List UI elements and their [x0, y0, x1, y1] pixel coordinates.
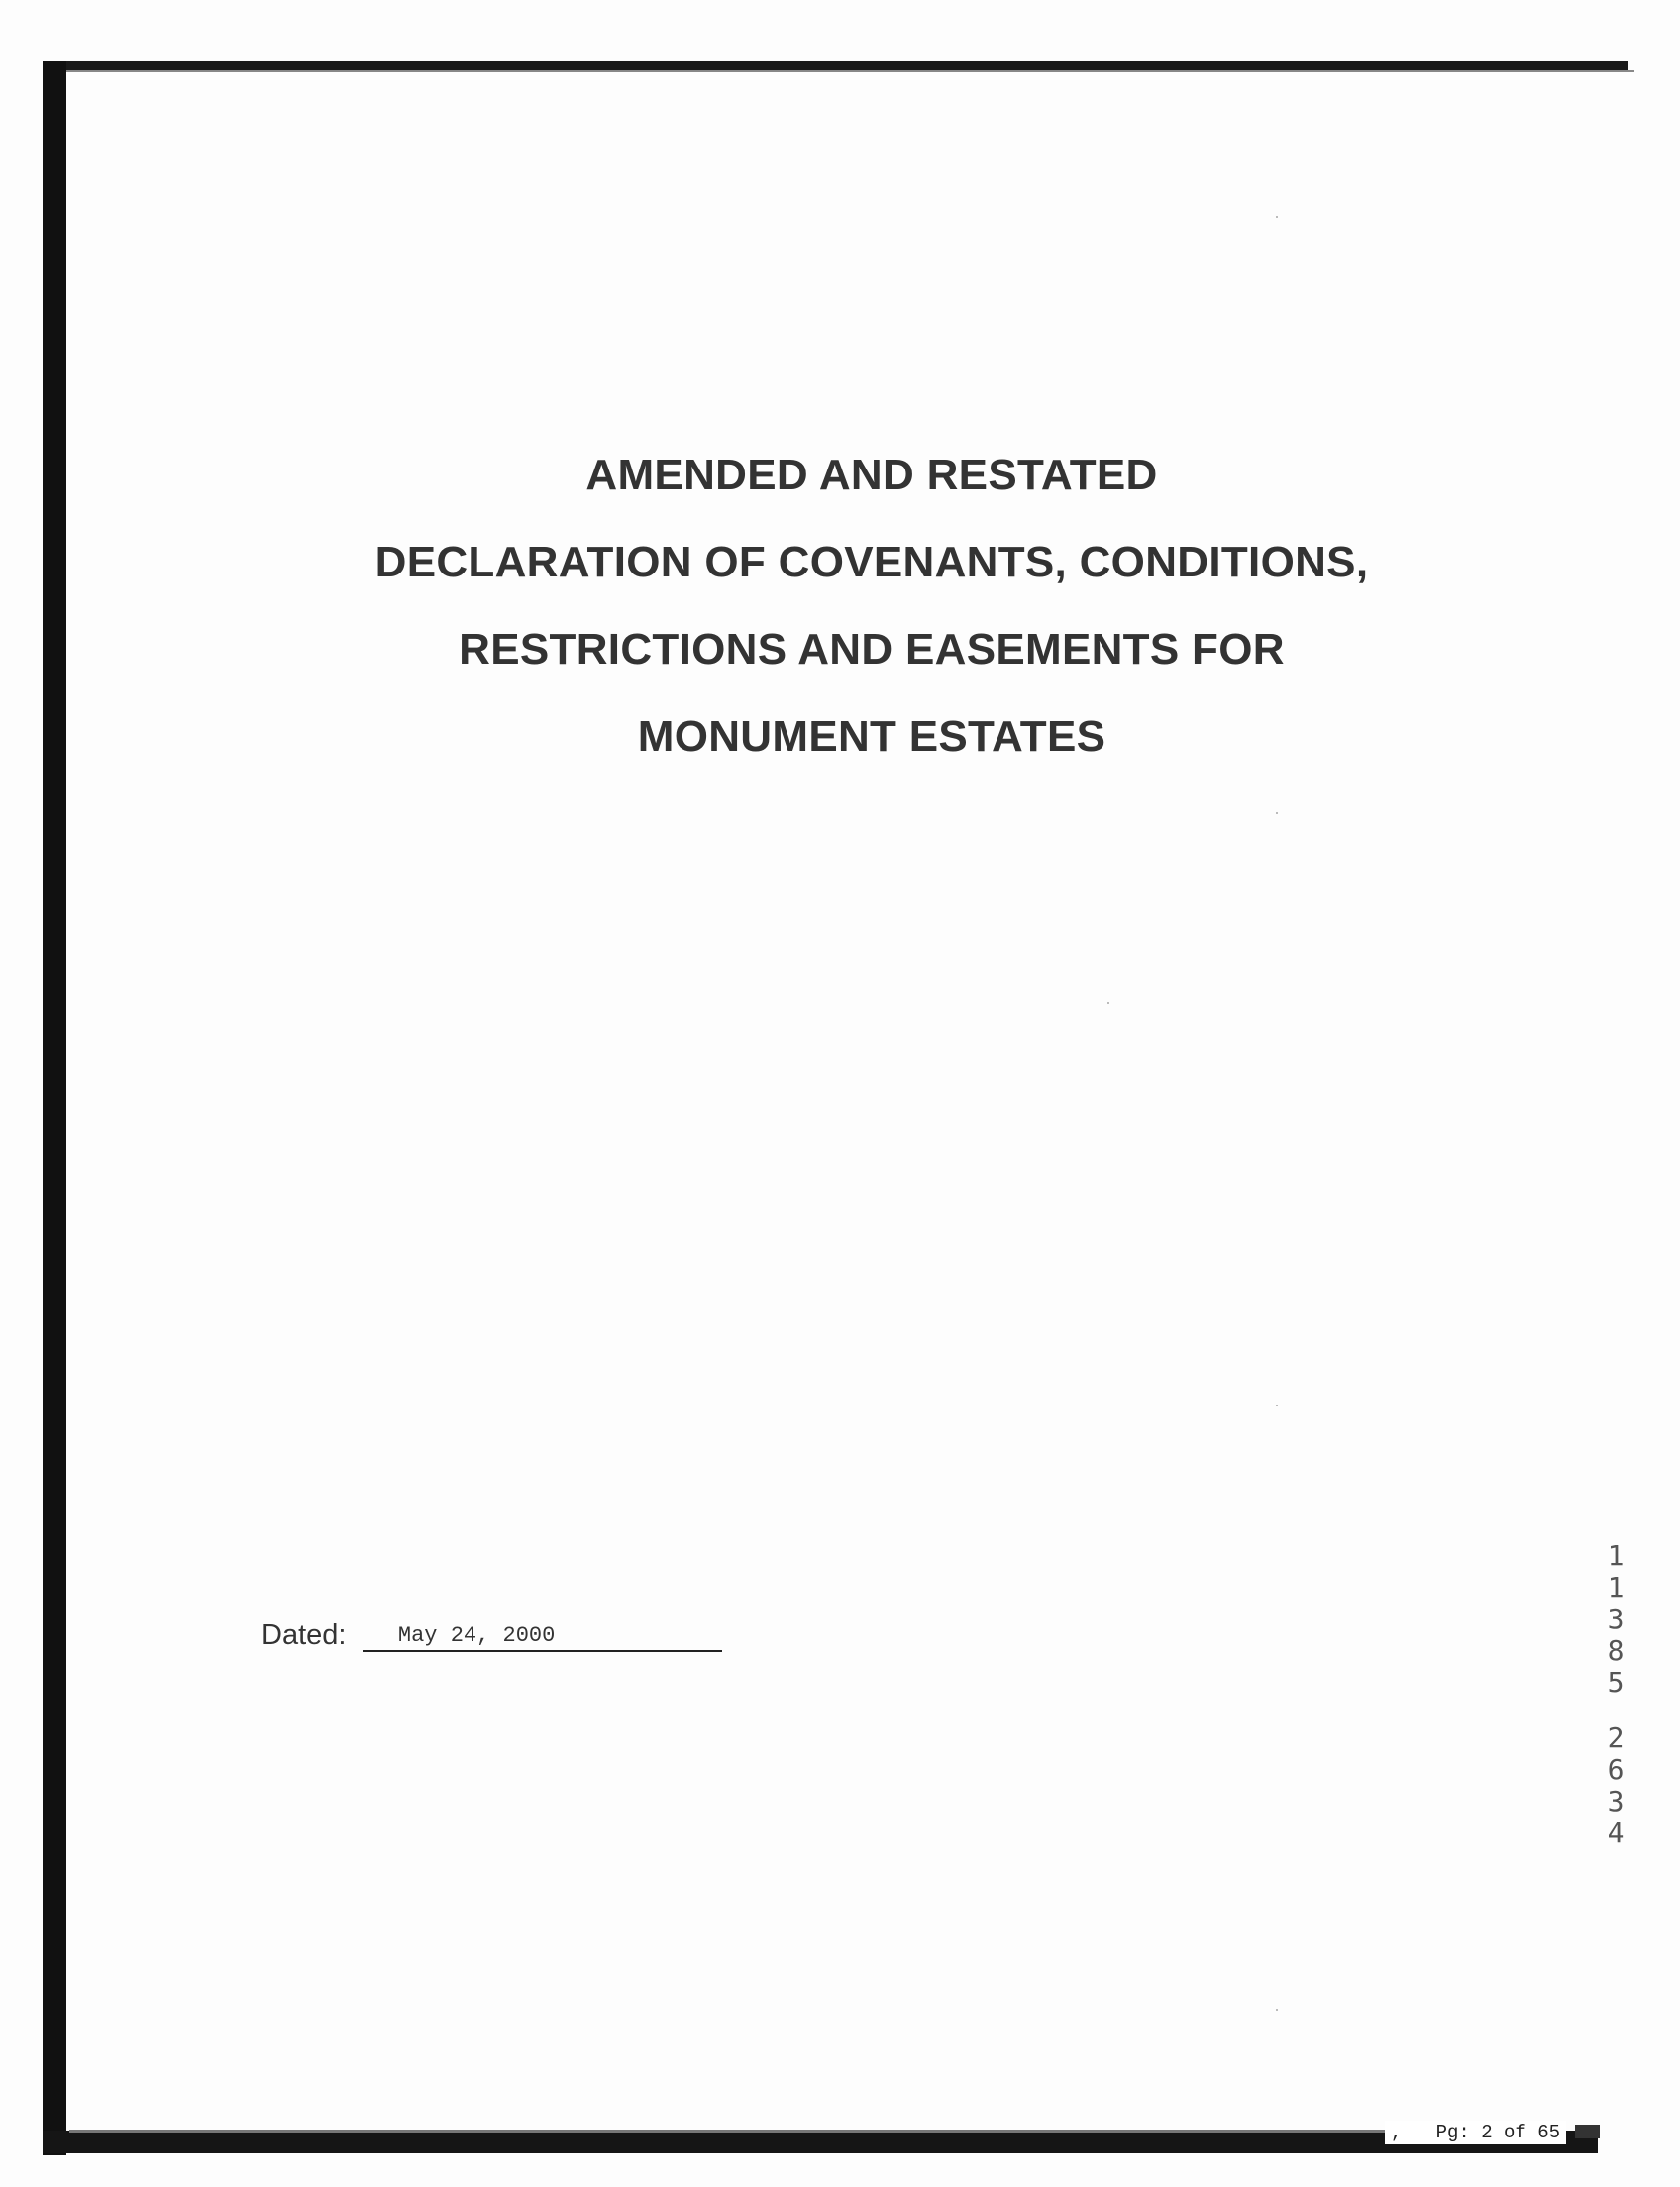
scan-border-top-shadow	[59, 70, 1634, 72]
stamp-digit: 8	[1607, 1634, 1625, 1667]
dated-underline	[363, 1614, 722, 1652]
stamp-digit: 1	[1607, 1539, 1625, 1572]
scan-border-bottom-shadow	[69, 2130, 1387, 2133]
stamp-digit: 1	[1607, 1571, 1625, 1604]
stamp-digit: 6	[1607, 1753, 1625, 1786]
scan-speck	[1276, 812, 1278, 814]
scan-border-bottom	[43, 2131, 1598, 2153]
stamp-digit: 3	[1607, 1785, 1625, 1818]
stamp-digit: 5	[1607, 1666, 1625, 1699]
scan-border-left	[43, 61, 66, 2155]
reception-number-stamp	[1601, 1540, 1630, 1849]
stamp-digit: 3	[1607, 1603, 1625, 1635]
scan-border-bottom-tail	[1575, 2125, 1600, 2138]
scan-speck	[1276, 216, 1278, 218]
page-number-footer: , Pg: 2 of 65	[1385, 2121, 1566, 2144]
document-title	[198, 432, 1545, 781]
stamp-digit: 2	[1607, 1721, 1625, 1754]
title-line-4: MONUMENT ESTATES	[637, 712, 1106, 761]
dated-value: May 24, 2000	[397, 1623, 556, 1648]
dated-field	[262, 1614, 722, 1664]
dated-label: Dated:	[262, 1619, 347, 1651]
scan-speck	[1276, 2009, 1278, 2011]
scan-speck	[1107, 1002, 1109, 1004]
stamp-digit: 4	[1607, 1817, 1625, 1849]
title-line-3: RESTRICTIONS AND EASEMENTS FOR	[459, 625, 1285, 674]
title-line-1: AMENDED AND RESTATED	[585, 451, 1158, 499]
title-line-2: DECLARATION OF COVENANTS, CONDITIONS,	[374, 538, 1369, 586]
scan-border-top	[43, 61, 1628, 70]
scan-speck	[1276, 1405, 1278, 1406]
